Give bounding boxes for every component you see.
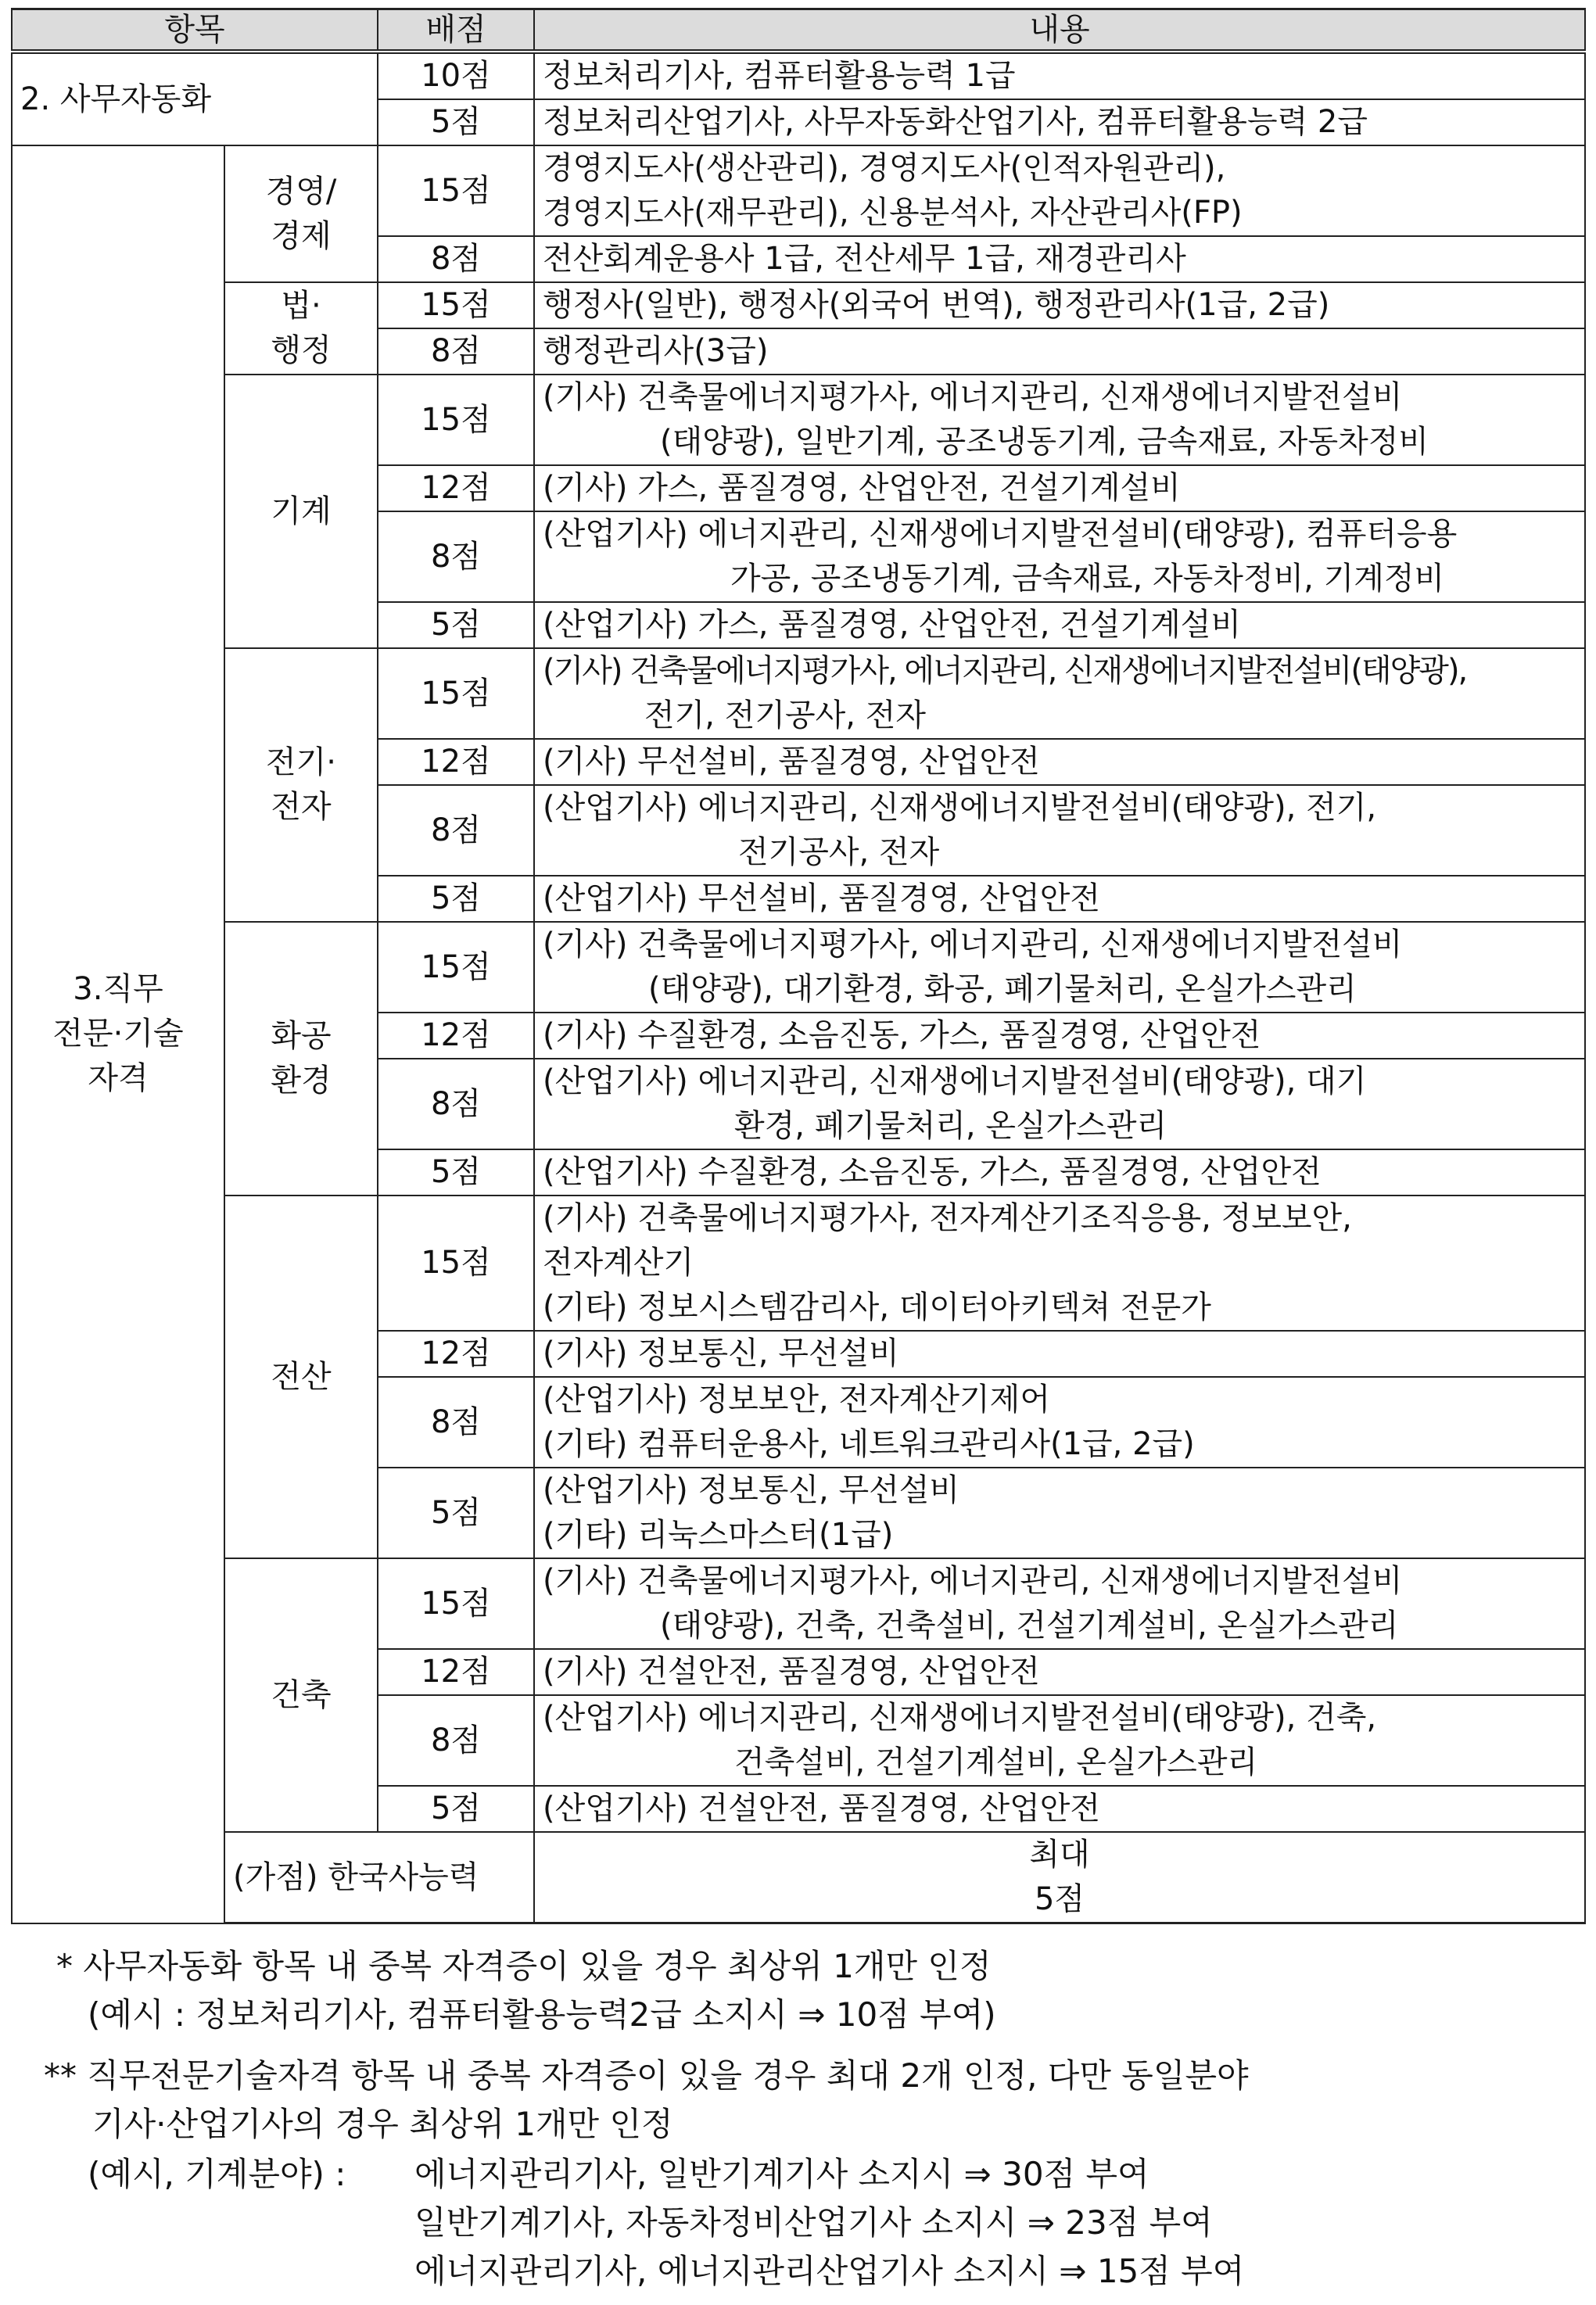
item-bonus-korean-history: (가점) 한국사능력 [224,1832,534,1923]
footnote-2-example-3: 에너지관리기사, 에너지관리산업기사 소지시 ⇒ 15점 부여 [414,2252,1245,2290]
content-line: 전기, 전기공사, 전자 [644,697,926,733]
table-row [12,1558,1585,1649]
score-cell: 8점 [378,1059,534,1149]
footnote-2-example-label: (예시, 기계분야) : [88,2155,346,2193]
content-cell [534,922,1585,1013]
content-cell [534,1786,1585,1832]
table-row [12,922,1585,1013]
content-cell [534,648,1585,739]
content-line: (산업기사) 에너지관리, 신재생에너지발전설비(태양광), 전기, [543,790,1377,826]
content-line: (기사) 건설안전, 품질경영, 산업안전 [543,1654,1040,1690]
content-line: (태양광), 건축, 건축설비, 건설기계설비, 온실가스관리 [660,1608,1399,1644]
field-label-line: 경제 [271,217,332,254]
score-cell: 12점 [378,1013,534,1059]
table-row [12,1832,1585,1923]
item-label-line: 3.직무 [73,971,163,1008]
content-cell [534,145,1585,236]
field-label-line: 경영/ [265,173,337,210]
item-label-line: 자격 [88,1060,149,1097]
content-line: (기사) 건축물에너지평가사, 에너지관리, 신재생에너지발전설비(태양광), [543,653,1467,689]
content-line: 경영지도사(생산관리), 경영지도사(인적자원관리), [543,150,1226,186]
table-header-row [12,9,1585,52]
footnote-2-example-1: 에너지관리기사, 일반기계기사 소지시 ⇒ 30점 부여 [414,2155,1149,2193]
content-cell [534,1695,1585,1786]
content-line: 전자계산기 [543,1245,694,1281]
content-line: (산업기사) 정보통신, 무선설비 [543,1472,960,1508]
content-cell [534,375,1585,465]
content-cell [534,465,1585,511]
field-computing [224,1196,378,1558]
content-line: 행정사(일반), 행정사(외국어 번역), 행정관리사(1급, 2급) [543,287,1330,323]
content-cell [534,1013,1585,1059]
score-cell: 15점 [378,1558,534,1649]
content-line: (산업기사) 무선설비, 품질경영, 산업안전 [543,880,1101,916]
score-cell: 8점 [378,511,534,602]
score-cell: 5점 [378,602,534,648]
content-line: (기사) 수질환경, 소음진동, 가스, 품질경영, 산업안전 [543,1017,1261,1053]
content-line: (기사) 무선설비, 품질경영, 산업안전 [543,744,1040,780]
content-line: (기사) 건축물에너지평가사, 에너지관리, 신재생에너지발전설비 [543,927,1403,963]
content-cell [534,602,1585,648]
content-cell [534,328,1585,375]
field-label-line: 전자 [271,789,332,825]
field-label-line: 기계 [271,493,332,529]
header-score: 배점 [378,9,534,52]
content-line: 경영지도사(재무관리), 신용분석사, 자산관리사(FP) [543,195,1243,231]
content-line: 전기공사, 전자 [738,834,940,870]
content-cell [534,52,1585,99]
scoring-table [11,8,1586,1924]
content-line: 환경, 폐기물처리, 온실가스관리 [734,1108,1167,1144]
header-content: 내용 [534,9,1585,52]
header-item: 항목 [12,9,378,52]
score-cell: 15점 [378,1196,534,1331]
item-label-line: 전문·기술 [52,1016,184,1052]
content-cell [534,1558,1585,1649]
table-row [12,1196,1585,1331]
content-cell [534,282,1585,328]
table-row [12,282,1585,328]
score-cell: 12점 [378,1649,534,1695]
content-line: (산업기사) 가스, 품질경영, 산업안전, 건설기계설비 [543,607,1242,643]
score-cell: 12점 [378,1331,534,1377]
table-row [12,648,1585,739]
field-label-line: 화공 [271,1018,332,1054]
content-line: (기사) 건축물에너지평가사, 에너지관리, 신재생에너지발전설비 [543,379,1403,415]
content-line: (산업기사) 정보보안, 전자계산기제어 [543,1382,1050,1418]
content-cell [534,785,1585,876]
footnote-1-example: (예시 : 정보처리기사, 컴퓨터활용능력2급 소지시 ⇒ 10점 부여) [88,1995,996,2034]
field-label-line: 법· [281,288,321,324]
content-cell [534,1196,1585,1331]
content-line: (기사) 정보통신, 무선설비 [543,1335,899,1371]
score-cell: 8점 [378,328,534,375]
field-law-administration [224,282,378,375]
field-management-economy [224,145,378,282]
content-line: (기타) 컴퓨터운용사, 네트워크관리사(1급, 2급) [543,1426,1195,1462]
footnote-2: ** 직무전문기술자격 항목 내 중복 자격증이 있을 경우 최대 2개 인정, 다만 동일분야 [44,2056,1249,2095]
score-cell: 8점 [378,236,534,282]
score-cell: 5점 [378,1149,534,1196]
field-architecture [224,1558,378,1832]
content-line: 행정관리사(3급) [543,333,769,369]
table-row [12,375,1585,465]
content-line: 정보처리산업기사, 사무자동화산업기사, 컴퓨터활용능력 2급 [543,104,1368,140]
content-line: 건축설비, 건설기계설비, 온실가스관리 [734,1744,1258,1780]
content-line: (산업기사) 수질환경, 소음진동, 가스, 품질경영, 산업안전 [543,1154,1322,1190]
content-line: (기사) 건축물에너지평가사, 전자계산기조직응용, 정보보안, [543,1200,1352,1236]
content-cell [534,511,1585,602]
content-line: (기타) 정보시스템감리사, 데이터아키텍쳐 전문가 [543,1289,1211,1325]
content-line: 가공, 공조냉동기계, 금속재료, 자동차정비, 기계정비 [730,561,1445,597]
footnote-2-cont: 기사·산업기사의 경우 최상위 1개만 인정 [92,2105,673,2143]
content-cell [534,1331,1585,1377]
score-cell: 8점 [378,1695,534,1786]
footnote-2-example-2: 일반기계기사, 자동차정비산업기사 소지시 ⇒ 23점 부여 [414,2203,1213,2242]
content-cell [534,99,1585,145]
content-cell [534,1649,1585,1695]
content-line: 전산회계운용사 1급, 전산세무 1급, 재경관리사 [543,241,1186,277]
field-chemical-environment [224,922,378,1196]
item-office-automation: 2. 사무자동화 [12,52,378,145]
table-row [12,145,1585,236]
field-electrical-electronic [224,648,378,922]
table-row [12,52,1585,99]
content-line: (기사) 건축물에너지평가사, 에너지관리, 신재생에너지발전설비 [543,1563,1403,1599]
footnote-1: * 사무자동화 항목 내 중복 자격증이 있을 경우 최상위 1개만 인정 [56,1947,992,1985]
score-cell: 15점 [378,282,534,328]
content-line: (태양광), 일반기계, 공조냉동기계, 금속재료, 자동차정비 [660,424,1429,460]
score-cell: 15점 [378,145,534,236]
field-label-line: 행정 [271,332,332,368]
score-cell: 12점 [378,465,534,511]
score-cell: 8점 [378,1377,534,1468]
item-job-qualification [12,145,224,1923]
content-line: 정보처리기사, 컴퓨터활용능력 1급 [543,58,1016,94]
content-line: (기타) 리눅스마스터(1급) [543,1517,894,1553]
score-line: 최대 [1029,1837,1090,1873]
score-cell: 5점 [378,99,534,145]
score-line: 5점 [1034,1881,1085,1917]
content-cell [534,876,1585,922]
score-cell [534,1832,1585,1923]
content-cell [534,236,1585,282]
field-label-line: 환경 [271,1063,332,1099]
content-cell [534,1377,1585,1468]
content-cell [534,1149,1585,1196]
score-cell: 15점 [378,648,534,739]
score-cell: 5점 [378,1786,534,1832]
content-line: (태양광), 대기환경, 화공, 폐기물처리, 온실가스관리 [648,971,1357,1007]
score-cell: 15점 [378,375,534,465]
content-cell [534,1468,1585,1558]
content-line: (산업기사) 에너지관리, 신재생에너지발전설비(태양광), 컴퓨터응용 [543,516,1458,552]
score-cell: 12점 [378,739,534,785]
content-line: (산업기사) 에너지관리, 신재생에너지발전설비(태양광), 건축, [543,1700,1377,1736]
field-label-line: 전산 [271,1358,332,1395]
score-cell: 10점 [378,52,534,99]
content-line: (기사) 가스, 품질경영, 산업안전, 건설기계설비 [543,470,1181,506]
content-cell [534,1059,1585,1149]
score-cell: 5점 [378,1468,534,1558]
score-cell: 5점 [378,876,534,922]
score-cell: 8점 [378,785,534,876]
content-cell [534,739,1585,785]
score-cell: 15점 [378,922,534,1013]
field-label-line: 건축 [271,1676,332,1713]
content-line: (산업기사) 건설안전, 품질경영, 산업안전 [543,1791,1101,1826]
field-mechanical [224,375,378,648]
field-label-line: 전기· [266,744,336,780]
content-line: (산업기사) 에너지관리, 신재생에너지발전설비(태양광), 대기 [543,1063,1367,1099]
